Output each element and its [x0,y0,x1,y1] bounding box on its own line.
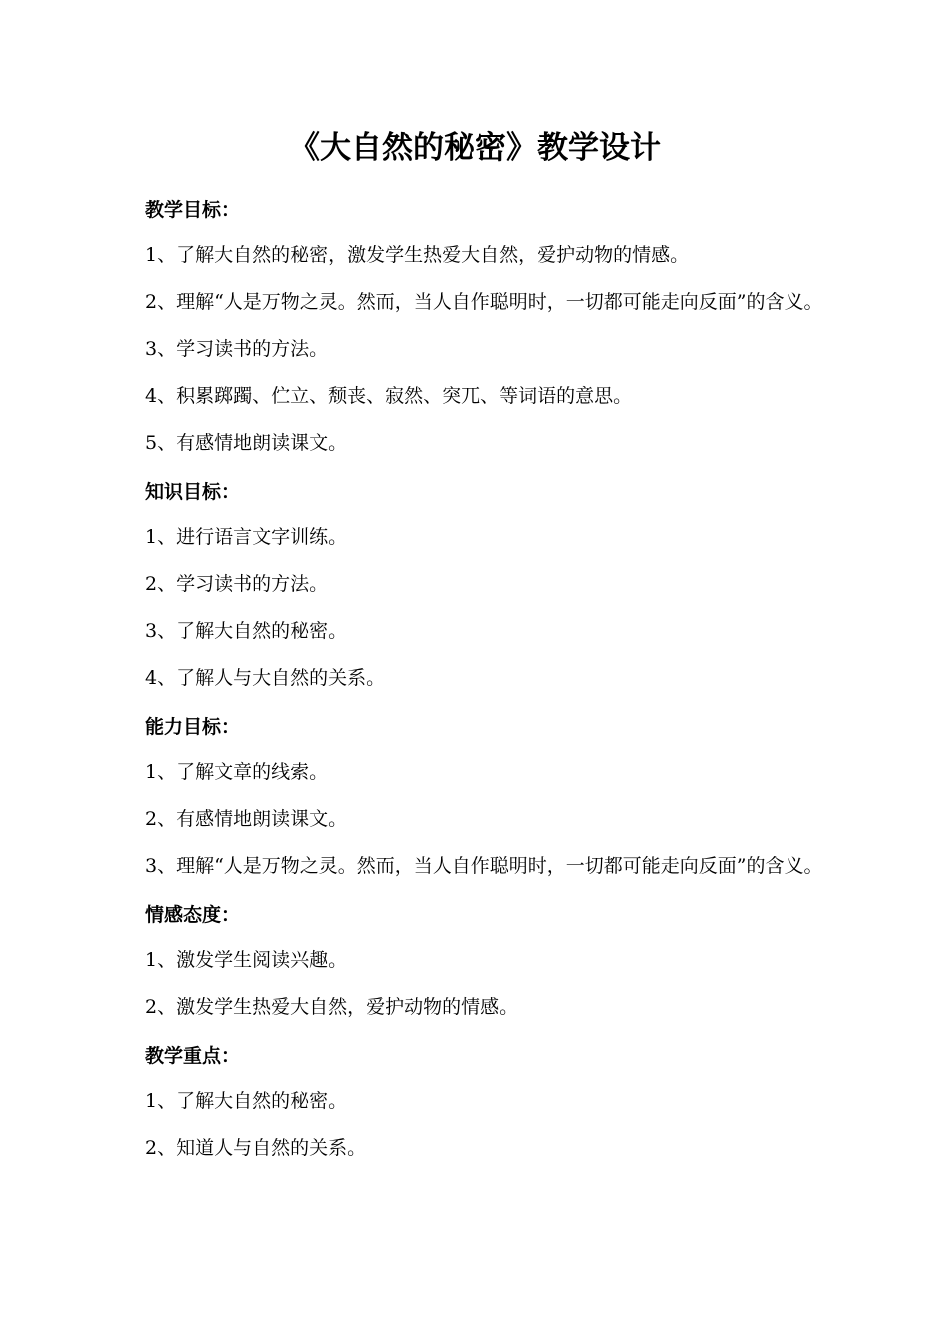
list-item: 2、知道人与自然的关系。 [145,1137,367,1159]
list-item: 1、了解大自然的秘密。 [145,1090,348,1112]
list-item: 4、积累踯躅、伫立、颓丧、寂然、突兀、等词语的意思。 [145,385,633,407]
section-heading: 教学目标： [145,199,241,221]
list-item: 2、学习读书的方法。 [145,573,329,595]
section-heading: 情感态度： [145,904,241,926]
list-item: 2、有感情地朗读课文。 [145,808,348,830]
document-body [145,196,825,1183]
section-emotional-attitude [145,901,825,1019]
list-item: 1、了解大自然的秘密，激发学生热爱大自然，爱护动物的情感。 [145,244,690,266]
section-ability-goals [145,713,825,878]
list-item: 3、理解“人是万物之灵。然而，当人自作聪明时，一切都可能走向反面”的含义。 [145,855,823,877]
list-item: 2、理解“人是万物之灵。然而，当人自作聪明时，一切都可能走向反面”的含义。 [145,291,823,313]
list-item: 3、了解大自然的秘密。 [145,620,348,642]
list-item: 4、了解人与大自然的关系。 [145,667,386,689]
section-heading: 能力目标： [145,716,241,738]
section-heading: 教学重点： [145,1045,241,1067]
section-heading: 知识目标： [145,481,241,503]
section-knowledge-goals [145,478,825,690]
section-teaching-goals [145,196,825,455]
document-title: 《大自然的秘密》教学设计 [289,130,661,166]
list-item: 1、激发学生阅读兴趣。 [145,949,348,971]
list-item: 1、进行语言文字训练。 [145,526,348,548]
list-item: 5、有感情地朗读课文。 [145,432,348,454]
list-item: 2、激发学生热爱大自然，爱护动物的情感。 [145,996,519,1018]
section-teaching-focus [145,1042,825,1160]
list-item: 3、学习读书的方法。 [145,338,329,360]
list-item: 1、了解文章的线索。 [145,761,329,783]
